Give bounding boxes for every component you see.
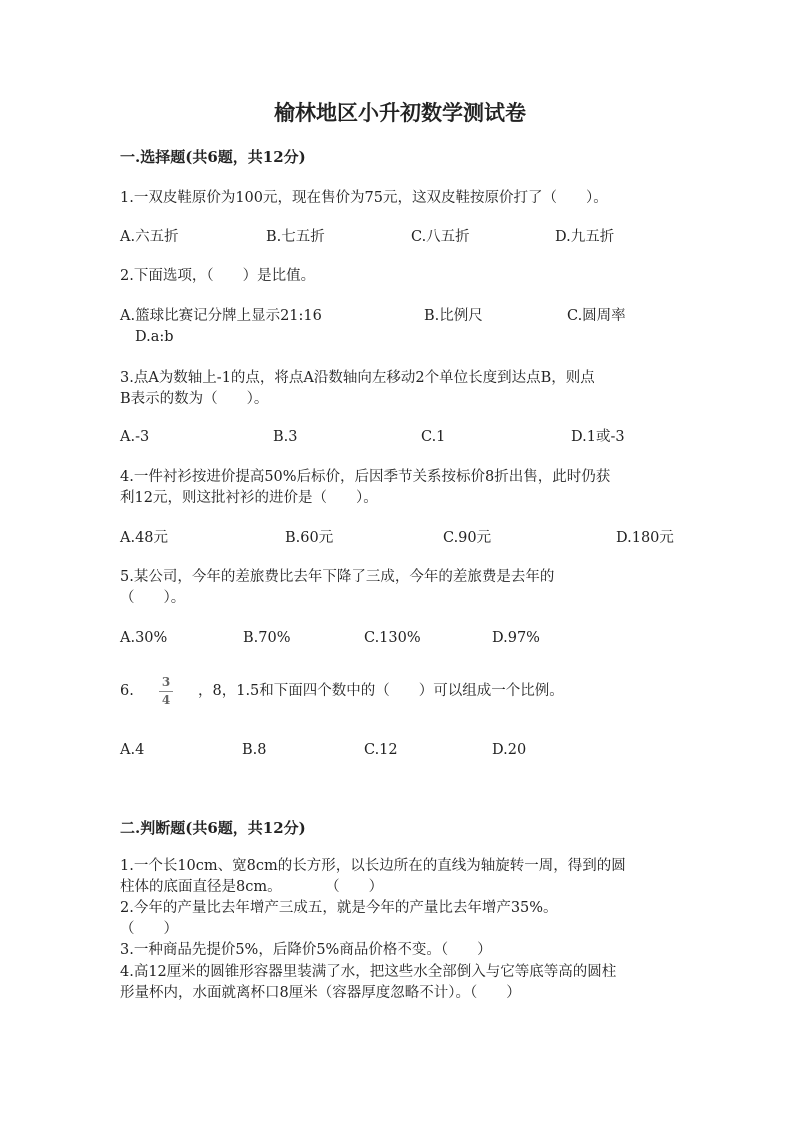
q3-option-c: C.1: [421, 429, 446, 445]
q6-option-c: C.12: [364, 742, 398, 758]
tf-line-1: 1.一个长10cm、宽8cm的长方形，以长边所在的直线为轴旋转一周，得到的圆: [120, 858, 626, 874]
q3-option-b: B.3: [273, 429, 298, 445]
tf-line-3: 2.今年的产量比去年增产三成五，就是今年的产量比去年增产35%。: [120, 900, 558, 916]
question-3-text-line1: 3.点A为数轴上-1的点，将点A沿数轴向左移动2个单位长度到达点B，则点: [120, 370, 595, 386]
fraction-bar: [159, 691, 173, 692]
tf-line-4: （ ）: [120, 921, 178, 937]
question-3-text-line2: B表示的数为（ ）。: [120, 391, 269, 407]
tf-line-6: 4.高12厘米的圆锥形容器里装满了水，把这些水全部倒入与它等底等高的圆柱: [120, 964, 617, 980]
q1-option-c: C.八五折: [411, 229, 470, 245]
q6-option-b: B.8: [242, 742, 267, 758]
q1-option-b: B.七五折: [266, 229, 325, 245]
tf-line-5: 3.一种商品先提价5%，后降价5%商品价格不变。（ ）: [120, 942, 492, 958]
q2-option-b: B.比例尺: [424, 308, 483, 324]
page-title: 榆林地区小升初数学测试卷: [274, 100, 526, 125]
question-2-text: 2.下面选项，（ ）是比值。: [120, 268, 316, 284]
q2-option-c: C.圆周率: [567, 308, 626, 324]
fraction-denominator: 4: [161, 693, 171, 707]
q1-option-d: D.九五折: [555, 229, 615, 245]
q4-option-a: A.48元: [120, 530, 169, 546]
question-6-number: 6.: [120, 683, 134, 699]
question-4-text-line1: 4.一件衬衫按进价提高50%后标价，后因季节关系按标价8折出售，此时仍获: [120, 469, 611, 485]
q4-option-b: B.60元: [285, 530, 334, 546]
q2-option-a: A.篮球比赛记分牌上显示21:16: [120, 308, 322, 324]
q5-option-a: A.30%: [120, 630, 168, 646]
fraction-numerator: 3: [161, 675, 171, 689]
q1-option-a: A.六五折: [120, 229, 179, 245]
q3-option-a: A.-3: [120, 429, 150, 445]
question-4-text-line2: 利12元，则这批衬衫的进价是（ ）。: [120, 490, 378, 506]
q5-option-b: B.70%: [243, 630, 291, 646]
q6-option-a: A.4: [120, 742, 145, 758]
section-heading-choice: 一.选择题(共6题，共12分): [120, 148, 306, 166]
q3-option-d: D.1或-3: [571, 429, 625, 445]
q6-option-d: D.20: [492, 742, 527, 758]
tf-line-7: 形量杯内，水面就离杯口8厘米（容器厚度忽略不计）。（ ）: [120, 985, 521, 1001]
q5-option-c: C.130%: [364, 630, 421, 646]
tf-line-2: 柱体的底面直径是8cm。 （ ）: [120, 879, 384, 895]
question-5-text-line2: （ ）。: [120, 590, 186, 606]
q4-option-d: D.180元: [616, 530, 674, 546]
q4-option-c: C.90元: [443, 530, 492, 546]
q5-option-d: D.97%: [492, 630, 540, 646]
fraction-three-quarters: [159, 676, 173, 707]
question-1-text: 1.一双皮鞋原价为100元，现在售价为75元，这双皮鞋按原价打了（ ）。: [120, 190, 608, 206]
question-5-text-line1: 5.某公司，今年的差旅费比去年下降了三成，今年的差旅费是去年的: [120, 569, 555, 585]
q2-option-d: D.a:b: [135, 329, 174, 345]
question-6-text: ，8，1.5和下面四个数中的（ ）可以组成一个比例。: [198, 683, 564, 699]
section-heading-true-false: 二.判断题(共6题，共12分): [120, 819, 306, 837]
